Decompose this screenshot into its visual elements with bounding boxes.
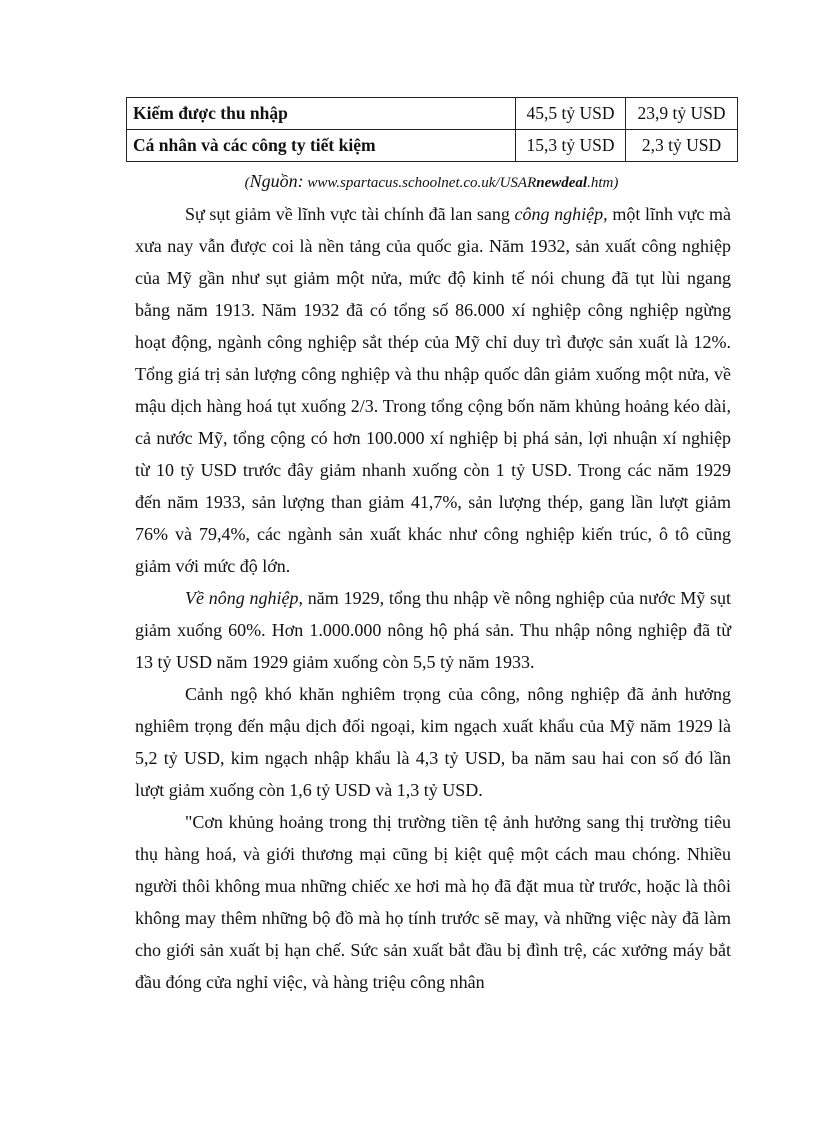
emphasis-industry: công nghiệp bbox=[514, 204, 604, 224]
statistics-table bbox=[126, 97, 738, 162]
value-cell: 45,5 tỷ USD bbox=[516, 98, 626, 130]
source-url-end: .htm) bbox=[587, 175, 619, 191]
row-label: Cá nhân và các công ty tiết kiệm bbox=[127, 130, 516, 162]
emphasis-agriculture: Về nông nghiệp bbox=[185, 588, 299, 608]
source-url-bold: newdeal bbox=[536, 175, 588, 191]
paragraph-text: Sự sụt giảm về lĩnh vực tài chính đã lan sang bbox=[185, 204, 515, 224]
paragraph-quote: "Cơn khủng hoảng trong thị trường tiền tệ ảnh hưởng sang thị trường tiêu thụ hàng hoá, và giới thương mại cũng bị kiệt quệ một cách mau chóng. Nhiều người thôi không mua những chiếc xe hơi mà họ đã đặt mua từ trước, hoặc là thôi không may thêm những bộ đồ mà họ tính trước sẽ may, và những việc này đã làm cho giới sản xuất bị hạn chế. Sức sản xuất bắt đầu bị đình trệ, các xưởng máy bắt đầu đóng cửa nghỉ việc, và hàng triệu công nhân bbox=[135, 812, 731, 992]
source-label: Nguồn: bbox=[249, 171, 304, 191]
source-open-paren: ( bbox=[244, 175, 250, 191]
paragraph-text: , một lĩnh vực mà xưa nay vẫn được coi là nền tảng của quốc gia. Năm 1932, sản xuất công nghiệp của Mỹ gần như sụt giảm một nửa, mức độ kinh tế nói chung đã tụt lùi ngang bằng năm 1913. Năm 1932 đã có tổng số 86.000 xí nghiệp công nghiệp ngừng hoạt động, ngành công nghiệp sắt thép của Mỹ chỉ duy trì được sản xuất là 12%. Tổng giá trị sản lượng công nghiệp và thu nhập quốc dân giảm xuống một nửa, về mậu dịch hàng hoá tụt xuống 2/3. Trong tổng cộng bốn năm khủng hoảng kéo dài, cả nước Mỹ, tổng cộng có hơn 100.000 xí nghiệp bị phá sản, lợi nhuận xí nghiệp từ 10 tỷ USD trước đây giảm nhanh xuống còn 1 tỷ USD. Trong các năm 1929 đến năm 1933, sản lượng than giảm 41,7%, sản lượng thép, gang lần lượt giảm 76% và 79,4%, các ngành sản xuất khác như công nghiệp kiến trúc, ô tô cũng giảm với mức độ lớn. bbox=[135, 204, 731, 576]
paragraph-text: , năm 1929, tổng thu nhập về nông nghiệp của nước Mỹ sụt giảm xuống 60%. Hơn 1.000.000 nông hộ phá sản. Thu nhập nông nghiệp đã từ 13 tỷ USD năm 1929 giảm xuống còn 5,5 tỷ năm 1933. bbox=[135, 588, 731, 672]
source-url-start: www.spartacus.schoolnet.co.uk/USAR bbox=[303, 175, 537, 191]
row-label: Kiếm được thu nhập bbox=[127, 98, 516, 130]
value-cell: 2,3 tỷ USD bbox=[626, 130, 738, 162]
paragraph-industry bbox=[135, 198, 731, 582]
source-citation bbox=[126, 171, 737, 192]
value-cell: 23,9 tỷ USD bbox=[626, 98, 738, 130]
body-text bbox=[135, 198, 731, 998]
value-cell: 15,3 tỷ USD bbox=[516, 130, 626, 162]
table-row bbox=[127, 98, 738, 130]
paragraph-agriculture bbox=[135, 582, 731, 678]
paragraph-trade: Cảnh ngộ khó khăn nghiêm trọng của công, nông nghiệp đã ảnh hưởng nghiêm trọng đến mậu dịch đối ngoại, kim ngạch xuất khẩu của Mỹ năm 1929 là 5,2 tỷ USD, kim ngạch nhập khẩu là 4,3 tỷ USD, ba năm sau hai con số đó lần lượt giảm xuống còn 1,6 tỷ USD và 1,3 tỷ USD. bbox=[135, 684, 731, 800]
table-row bbox=[127, 130, 738, 162]
